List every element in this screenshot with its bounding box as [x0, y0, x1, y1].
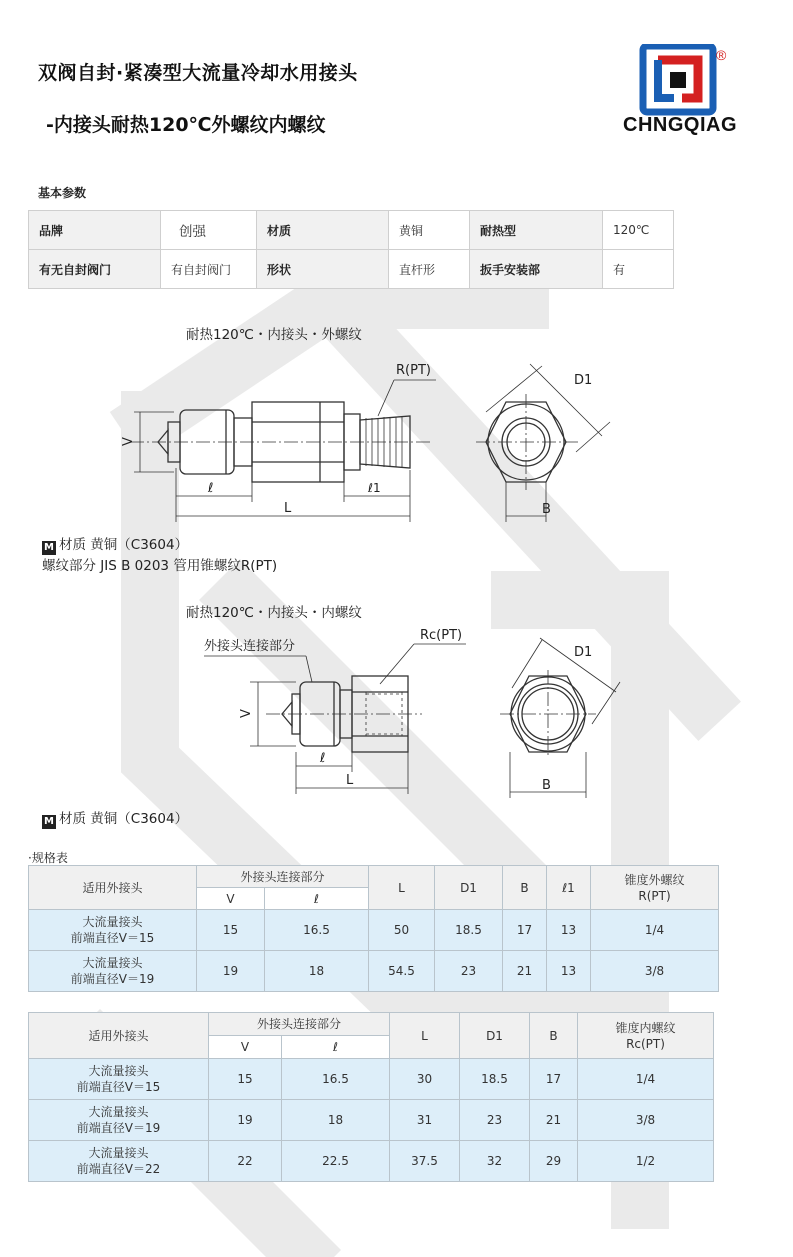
- col-v: V: [209, 1036, 282, 1059]
- cell-D1: 32: [460, 1141, 530, 1182]
- cell-v: 19: [197, 951, 265, 992]
- label-l: ℓ: [208, 481, 214, 496]
- cell-thread: 1/2: [578, 1141, 714, 1182]
- cell-name1: 大流量接头: [88, 1105, 149, 1119]
- page-subtitle: -内接头耐热120℃外螺纹内螺纹: [46, 114, 326, 136]
- cell-name2: 前端直径V＝22: [76, 1162, 161, 1176]
- col-thread-line2: Rc(PT): [626, 1036, 665, 1051]
- param-value: 有自封阀门: [161, 250, 257, 289]
- col-l1: ℓ1: [547, 866, 591, 910]
- params-heading: 基本参数: [38, 186, 87, 200]
- cell-thread: 1/4: [578, 1059, 714, 1100]
- cell-l: 22.5: [282, 1141, 390, 1182]
- col-B: B: [503, 866, 547, 910]
- brand-name: CHNGQIAG: [623, 114, 737, 136]
- cell-l: 18: [265, 951, 369, 992]
- cell-v: 15: [197, 910, 265, 951]
- cell-name1: 大流量接头: [88, 1064, 149, 1078]
- cell-applicable: [29, 1100, 209, 1141]
- diagram2-material-note: [42, 807, 188, 829]
- cell-B: 17: [503, 910, 547, 951]
- cell-name2: 前端直径V＝19: [76, 1121, 161, 1135]
- cell-v: 19: [209, 1100, 282, 1141]
- diagram2-drawing: [196, 622, 626, 800]
- label-b: B: [542, 778, 551, 793]
- cell-B: 17: [530, 1059, 578, 1100]
- col-D1: D1: [460, 1013, 530, 1059]
- spec-table-male: [28, 865, 719, 992]
- param-value: 有: [603, 250, 674, 289]
- diagram1-thread-note: 螺纹部分 JIS B 0203 管用锥螺纹R(PT): [42, 558, 278, 574]
- label-L: L: [284, 501, 292, 516]
- cell-name1: 大流量接头: [82, 915, 143, 929]
- cell-B: 29: [530, 1141, 578, 1182]
- cell-name2: 前端直径V＝15: [70, 931, 155, 945]
- material-icon: M: [42, 541, 56, 555]
- cell-applicable: [29, 951, 197, 992]
- cell-l: 16.5: [265, 910, 369, 951]
- param-key: 材质: [257, 211, 389, 250]
- cell-thread: 1/4: [591, 910, 719, 951]
- table-header-row: [29, 1013, 714, 1036]
- label-b: B: [542, 502, 551, 517]
- label-thread: R(PT): [396, 363, 431, 378]
- col-D1: D1: [435, 866, 503, 910]
- cell-B: 21: [503, 951, 547, 992]
- col-L: L: [369, 866, 435, 910]
- params-row: [29, 211, 674, 250]
- param-value: 120℃: [603, 211, 674, 250]
- table-header-row: [29, 866, 719, 888]
- cell-D1: 23: [435, 951, 503, 992]
- param-key: 扳手安装部: [470, 250, 603, 289]
- cell-D1: 23: [460, 1100, 530, 1141]
- cell-applicable: [29, 1059, 209, 1100]
- cell-name2: 前端直径V＝19: [70, 972, 155, 986]
- col-l: ℓ: [282, 1036, 390, 1059]
- cell-L: 37.5: [390, 1141, 460, 1182]
- spec-heading: ·规格表: [28, 851, 68, 865]
- label-thread: Rc(PT): [420, 628, 463, 643]
- col-thread: [578, 1013, 714, 1059]
- cell-l1: 13: [547, 951, 591, 992]
- table-row: [29, 1141, 714, 1182]
- cell-D1: 18.5: [460, 1059, 530, 1100]
- diagram1-drawing: [110, 350, 630, 528]
- cell-thread: 3/8: [591, 951, 719, 992]
- col-v: V: [197, 888, 265, 910]
- col-B: B: [530, 1013, 578, 1059]
- param-value: 创强: [161, 211, 257, 250]
- table-row: [29, 910, 719, 951]
- table-row: [29, 1059, 714, 1100]
- table-row: [29, 951, 719, 992]
- col-thread: [591, 866, 719, 910]
- cell-thread: 3/8: [578, 1100, 714, 1141]
- cell-l: 18: [282, 1100, 390, 1141]
- cell-name1: 大流量接头: [88, 1146, 149, 1160]
- label-d1: D1: [574, 645, 593, 660]
- label-v: V: [239, 709, 254, 718]
- diagram2-title: 耐热120℃・内接头・内螺纹: [186, 605, 362, 621]
- diagram1-material-text: 材质 黄铜（C3604）: [59, 537, 189, 553]
- col-connect: 外接头连接部分: [197, 866, 369, 888]
- cell-applicable: [29, 1141, 209, 1182]
- material-icon: M: [42, 815, 56, 829]
- cell-l: 16.5: [282, 1059, 390, 1100]
- diagram2-material-text: 材质 黄铜（C3604）: [59, 811, 189, 827]
- cell-L: 50: [369, 910, 435, 951]
- label-connect: 外接头连接部分: [204, 639, 296, 654]
- diagram1-material-note: [42, 533, 188, 555]
- cell-L: 30: [390, 1059, 460, 1100]
- label-L: L: [346, 773, 354, 788]
- col-applicable: 适用外接头: [29, 866, 197, 910]
- cell-D1: 18.5: [435, 910, 503, 951]
- param-value: 黄铜: [389, 211, 470, 250]
- param-value: 直杆形: [389, 250, 470, 289]
- cell-applicable: [29, 910, 197, 951]
- cell-L: 54.5: [369, 951, 435, 992]
- registered-mark: ®: [716, 47, 727, 63]
- col-thread-line1: 锥度内螺纹: [615, 1020, 676, 1035]
- col-l: ℓ: [265, 888, 369, 910]
- label-l1: ℓ1: [368, 481, 381, 495]
- cell-v: 22: [209, 1141, 282, 1182]
- table-row: [29, 1100, 714, 1141]
- cell-name2: 前端直径V＝15: [76, 1080, 161, 1094]
- cell-L: 31: [390, 1100, 460, 1141]
- col-connect: 外接头连接部分: [209, 1013, 390, 1036]
- col-applicable: 适用外接头: [29, 1013, 209, 1059]
- label-v: V: [121, 437, 136, 446]
- label-d1: D1: [574, 373, 593, 388]
- spec-table-female: [28, 1012, 714, 1182]
- col-L: L: [390, 1013, 460, 1059]
- col-thread-line2: R(PT): [638, 888, 671, 903]
- param-key: 品牌: [29, 211, 161, 250]
- diagram1-title: 耐热120℃・内接头・外螺纹: [186, 327, 362, 343]
- col-thread-line1: 锥度外螺纹: [624, 872, 685, 887]
- param-key: 形状: [257, 250, 389, 289]
- param-key: 有无自封阀门: [29, 250, 161, 289]
- cell-v: 15: [209, 1059, 282, 1100]
- label-l: ℓ: [320, 751, 326, 766]
- cell-name1: 大流量接头: [82, 956, 143, 970]
- param-key: 耐热型: [470, 211, 603, 250]
- cell-l1: 13: [547, 910, 591, 951]
- page-title: 双阀自封·紧凑型大流量冷却水用接头: [38, 62, 358, 84]
- params-table: [28, 210, 674, 289]
- params-row: [29, 250, 674, 289]
- cell-B: 21: [530, 1100, 578, 1141]
